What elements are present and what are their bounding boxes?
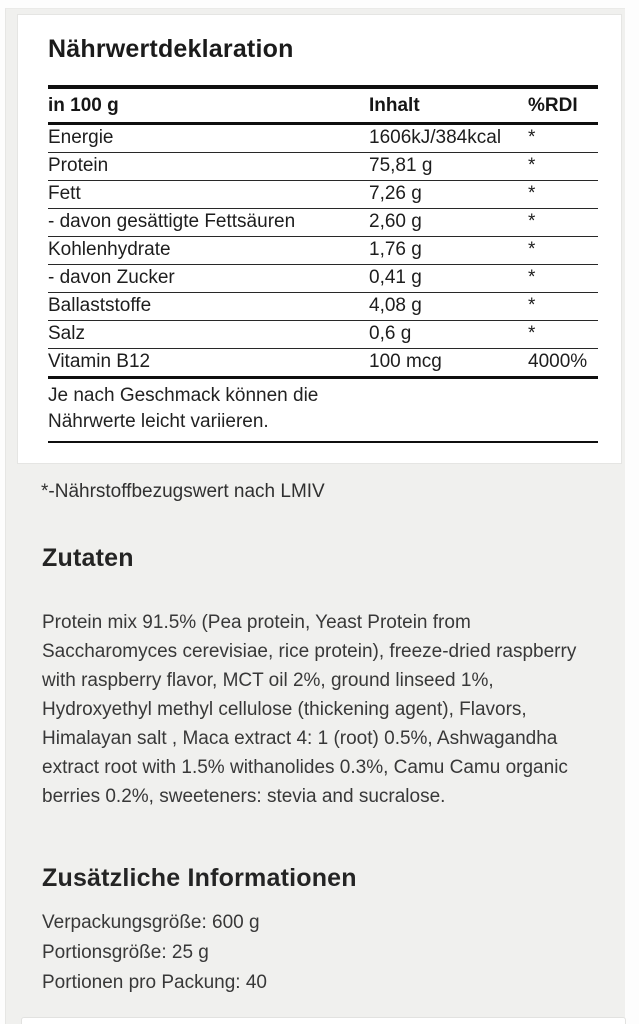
nutrient-value: 4,08 g: [369, 293, 528, 321]
nutrient-rdi: *: [528, 181, 598, 209]
note-row: [48, 378, 598, 443]
table-row: [48, 293, 598, 321]
nutrient-label: - davon gesättigte Fettsäuren: [48, 209, 369, 237]
nutrient-rdi: *: [528, 124, 598, 153]
nutrition-card-title: Nährwertdeklaration: [48, 35, 294, 63]
table-row: [48, 124, 598, 153]
next-card-top-edge: [21, 1017, 626, 1024]
nutrient-rdi: *: [528, 209, 598, 237]
header-row: [48, 87, 598, 124]
portion-size-line: Portionsgröße: 25 g: [42, 942, 209, 963]
package-size-line: Verpackungsgröße: 600 g: [42, 912, 260, 933]
nutrient-value: 2,60 g: [369, 209, 528, 237]
nutrition-declaration-card: [17, 14, 622, 464]
portions-per-pack-line: Portionen pro Packung: 40: [42, 972, 267, 993]
note-cell: [48, 378, 598, 443]
ingredients-text: Protein mix 91.5% (Pea protein, Yeast Protein from Saccharomyces cerevisiae, rice protein), freeze-dried raspberry with raspberry flavor, MCT oil 2%, ground linseed 1%, Hydroxyethyl methyl cellulose (thickening agent), Flavors, Himalayan salt , Maca extract 4: 1 (root) 0.5%, Ashwagandha extract root with 1.5% withanolides 0.3%, Camu Camu organic berries 0.2%, sweeteners: stevia and sucralose.: [42, 612, 577, 807]
nutrient-label: Kohlenhydrate: [48, 237, 369, 265]
nutrient-value: 7,26 g: [369, 181, 528, 209]
nutrition-table-footer: [48, 378, 598, 443]
nutrient-rdi: *: [528, 321, 598, 349]
nutrient-label: - davon Zucker: [48, 265, 369, 293]
nutrient-value: 1,76 g: [369, 237, 528, 265]
nutrition-card-content: [18, 15, 621, 443]
nutrition-table: [48, 85, 598, 443]
nutrient-value: 1606kJ/384kcal: [369, 124, 528, 153]
table-row: [48, 237, 598, 265]
table-row: [48, 209, 598, 237]
nutrient-label: Fett: [48, 181, 369, 209]
nutrient-value: 0,41 g: [369, 265, 528, 293]
nutrient-rdi: *: [528, 265, 598, 293]
nutrient-rdi: *: [528, 237, 598, 265]
header-content: Inhalt: [369, 87, 528, 124]
nutrient-label: Energie: [48, 124, 369, 153]
nutrition-table-body: [48, 124, 598, 378]
nutrient-rdi: *: [528, 293, 598, 321]
additional-info-heading: Zusätzliche Informationen: [42, 864, 357, 892]
nutrient-label: Protein: [48, 153, 369, 181]
nutrition-note: Je nach Geschmack können die Nährwerte leicht variieren.: [48, 385, 319, 433]
additional-info-list: [42, 908, 267, 998]
rdi-footnote: *-Nährstoffbezugswert nach LMIV: [41, 481, 325, 502]
header-rdi: %RDI: [528, 87, 598, 124]
table-row: [48, 153, 598, 181]
product-details-section: [5, 8, 625, 1024]
table-row: [48, 265, 598, 293]
nutrient-value: 0,6 g: [369, 321, 528, 349]
nutrient-rdi: *: [528, 153, 598, 181]
table-row: [48, 181, 598, 209]
nutrient-label: Salz: [48, 321, 369, 349]
nutrient-value: 75,81 g: [369, 153, 528, 181]
nutrient-rdi: 4000%: [528, 349, 598, 378]
nutrient-value: 100 mcg: [369, 349, 528, 378]
nutrient-label: Vitamin B12: [48, 349, 369, 378]
ingredients-heading: Zutaten: [42, 544, 134, 572]
header-per-100g: in 100 g: [48, 87, 369, 124]
nutrition-table-header: [48, 87, 598, 124]
nutrient-label: Ballaststoffe: [48, 293, 369, 321]
table-row: [48, 321, 598, 349]
table-row: [48, 349, 598, 378]
